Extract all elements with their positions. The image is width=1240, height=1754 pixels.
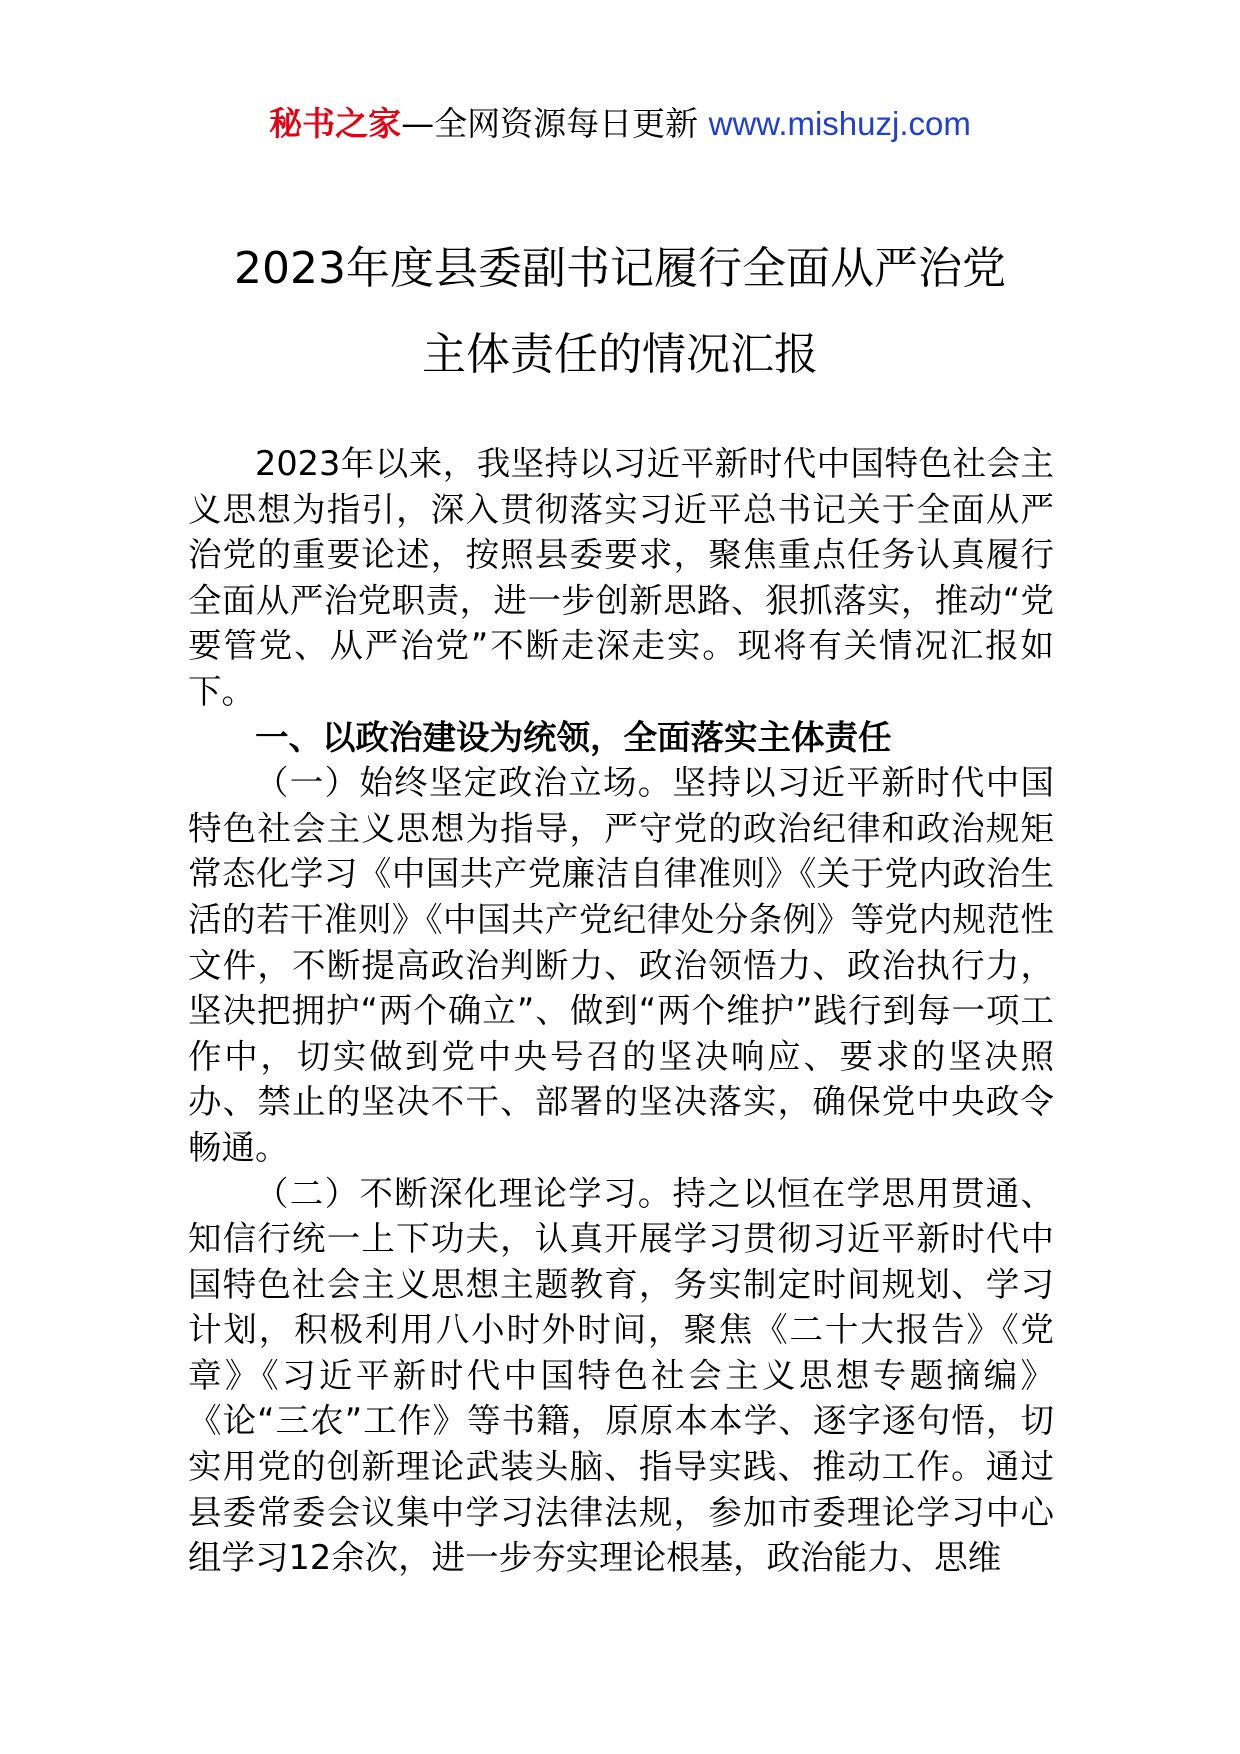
paragraph-political-stance: （一）始终坚定政治立场。坚持以习近平新时代中国特色社会主义思想为指导，严守党的政治纪律和政治规矩常态化学习《中国共产党廉洁自律准则》《关于党内政治生活的若干准则》《中国共产党纪律处分条例》等党内规范性文件，不断提高政治判断力、政治领悟力、政治执行力，坚决把拥护“两个确立”、做到“两个维护”践行到每一项工作中，切实做到党中央号召的坚决响应、要求的坚决照办、禁止的坚决不干、部署的坚决落实，确保党中央政令畅通。 (188, 763, 1054, 1167)
title-line-1: 2023年度县委副书记履行全面从严治党 (234, 243, 1006, 294)
banner-slogan: —全网资源每日更新 (401, 104, 709, 143)
title-line-2: 主体责任的情况汇报 (422, 329, 818, 380)
site-url: www.mishuzj.com (708, 105, 971, 142)
paragraph-theory-study: （二）不断深化理论学习。持之以恒在学思用贯通、知信行统一上下功夫，认真开展学习贯彻习近平新时代中国特色社会主义思想主题教育，务实制定时间规划、学习计划，积极利用八小时外时间，聚焦《二十大报告》《党章》《习近平新时代中国特色社会主义思想专题摘编》《论“三农”工作》等书籍，原原本本学、逐字逐句悟，切实用党的创新理论武装头脑、指导实践、推动工作。通过县委常委会议集中学习法律法规，参加市委理论学习中心组学习12余次，进一步夯实理论根基，政治能力、思维 (188, 1173, 1054, 1578)
intro-paragraph: 2023年以来，我坚持以习近平新时代中国特色社会主义思想为指引，深入贯彻落实习近平总书记关于全面从严治党的重要论述，按照县委要求，聚焦重点任务认真履行全面从严治党职责，进一步创新思路、狠抓落实，推动“党要管党、从严治党”不断走深走实。现将有关情况汇报如下。 (188, 444, 1054, 711)
section-heading: 一、以政治建设为统领，全面落实主体责任 (255, 717, 892, 757)
site-banner (0, 96, 1240, 152)
document-body (188, 441, 1054, 1581)
brand-name: 秘书之家 (269, 104, 402, 143)
document-title (0, 226, 1240, 398)
